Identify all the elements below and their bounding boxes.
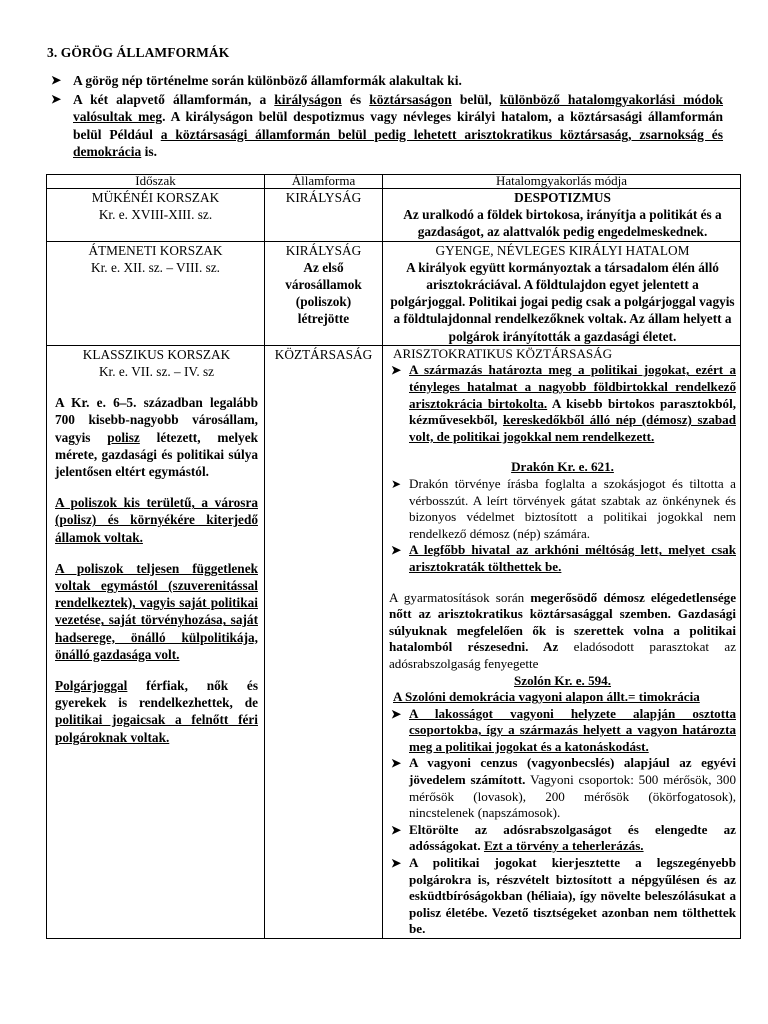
szolon-line: A Szolóni demokrácia vagyoni alapon állt.= timokrácia (393, 689, 700, 705)
mode-title: ARISZTOKRATIKUS KÖZTÁRSASÁG (393, 345, 613, 361)
period-name: MÜKÉNÉI KORSZAK (91, 190, 220, 205)
table-row (47, 241, 741, 345)
state-form: KÖZTÁRSASÁG (274, 346, 373, 362)
header-period: Időszak (47, 175, 265, 189)
list-item: ➤ A származás határozta meg a politikai jogokat, ezért a tényleges hatalmat a nagyobb földbirtokkal rendelkező arisztokrácia birtokolta. A kisebb birtokos parasztokból, kézművesekből, kereskedőkből álló nép (démosz) szabad volt, de politikai jogokkal nem rendelkezett. (391, 362, 737, 444)
intro-list (51, 72, 724, 162)
list-item: ➤ Eltörölte az adósrabszolgaságot és elengedte az adósságokat. Ezt a törvény a teherlerázás. (391, 821, 736, 854)
state-form: KIRÁLYSÁG (285, 190, 362, 205)
intro-bullet-1: ➤ A görög nép történelme során különböző államformák alakultak ki. (51, 73, 462, 88)
mode-title: GYENGE, NÉVLEGES KIRÁLYI HATALOM (435, 242, 690, 258)
arrow-bullet-icon: ➤ (51, 91, 62, 106)
period-name: ÁTMENETI KORSZAK (88, 242, 223, 258)
state-form-note: Az első városállamok (poliszok) létrejötte (285, 259, 362, 327)
table-row (47, 345, 741, 938)
list-item: ➤ A lakosságot vagyoni helyzete alapján osztotta csoportokba, így a származás helyett a vagyon határozta meg a politikai jogokat és a katonáskodást. (391, 705, 736, 754)
arrow-bullet-icon: ➤ (391, 856, 402, 871)
list-item: ➤ A politikai jogokat kierjesztette a legszegényebb polgárokra is, részvételt biztosított a népgyűlésen és az esküdtbíróságokban (héliaia), így növelte beleszólásukat a polisz életébe. Vezető tisztségeket azonban nem tölthettek be. (391, 855, 736, 937)
arrow-bullet-icon: ➤ (391, 543, 402, 558)
colonization-paragraph: A gyarmatosítások során megerősödő démosz elégedetlensége nőtt az arisztokratikus köztársasággal szemben. Gazdasági súlyuknak megfelelően ők is szerettek volna a politikai hatalomból részesedni. Az eladósodott parasztokat az adósrabszolgaság fenyegette (389, 589, 737, 671)
polis-paragraph-2: A poliszok kis területű, a városra (polisz) és környékére kiterjedő államok voltak. (55, 495, 258, 545)
mode-text: Az uralkodó a földek birtokosa, irányítja a politikát és a gazdaságot, az alattvalók pedig engedelmeskednek. (403, 207, 722, 240)
list-item: ➤ A vagyoni cenzus (vagyonbecslés) alapjául az egyévi jövedelem számított. Vagyoni csoportok: 500 mérősök, 300 mérősök (lovasok), 200 mérősök (ökörfogatosok), nincstelenek (napszámosok). (391, 755, 737, 821)
arrow-bullet-icon: ➤ (51, 73, 62, 87)
polis-paragraph-1: A Kr. e. 6–5. században legalább 700 kisebb-nagyobb városállam, vagyis polisz létezett, melyek mérete, gazdasági és politikai súlya jelentősen eltért egymástól. (55, 395, 258, 480)
polis-paragraph-3: A poliszok teljesen függetlenek voltak egymástól (szuverenitással rendelkeztek), vagyis saját politikai vezetése, saját törvényhozása, saját hadserege, önálló külpolitikája, önálló gazdasága volt. (55, 560, 258, 662)
header-mode: Hatalomgyakorlás módja (383, 175, 741, 189)
arrow-bullet-icon: ➤ (391, 363, 402, 378)
list-item: ➤ A legfőbb hivatal az arkhóni méltóság lett, melyet csak arisztokraták tölthettek be. (391, 542, 736, 574)
state-form: KIRÁLYSÁG (285, 242, 362, 258)
arrow-bullet-icon: ➤ (391, 756, 402, 771)
arrow-bullet-icon: ➤ (391, 822, 402, 837)
mode-title: DESPOTIZMUS (514, 190, 611, 205)
arrow-bullet-icon: ➤ (391, 476, 402, 491)
drakon-heading: Drakón Kr. e. 621. (511, 459, 614, 475)
szolon-heading: Szolón Kr. e. 594. (514, 672, 611, 688)
polis-paragraph-4: Polgárjoggal férfiak, nők és gyerekek is rendelkezhettek, de politikai jogaicsak a felnőtt féri polgároknak voltak. (55, 678, 258, 745)
table-row (47, 189, 741, 242)
arrow-bullet-icon: ➤ (391, 706, 402, 721)
intro-bullet-2: ➤ A két alapvető államformán, a királyságon és köztársaságon belül, különböző hatalomgyakorlási módok valósultak meg. A királyságon belül despotizmus vagy névleges királyi hatalom, a köztársasági államformán belül Például a köztársasági államformán belül pedig lehetett arisztokratikus köztársaság, zsarnokság és demokrácia is. (51, 91, 724, 159)
period-dates: Kr. e. XVIII-XIII. sz. (98, 207, 213, 223)
period-dates: Kr. e. XII. sz. – VIII. sz. (91, 259, 220, 275)
page-title: 3. GÖRÖG ÁLLAMFORMÁK (47, 45, 230, 60)
mode-text: A királyok együtt kormányoztak a társadalom élén álló arisztokráciával. A földtulajdon egyet jelentett a polgárjoggal. Politikai jogai pedig csak a polgárjoggal vagyis a földtulajdonnal rendelkezőknek voltak. Az állam helyett a polgárok irányították a gazdasági életet. (390, 259, 735, 344)
list-item: ➤ Drakón törvénye írásba foglalta a szokásjogot és tiltotta a vérbosszút. A leírt törvények gátat szabtak az önkénynek és bizonyos védelmet biztosított a politikai jogokkal nem rendelkező démosz (nép) számára. (391, 475, 736, 541)
table-header-row (47, 175, 741, 189)
header-form: Államforma (265, 175, 383, 189)
period-name: KLASSZIKUS KORSZAK (82, 346, 231, 362)
period-dates: Kr. e. VII. sz. – IV. sz (98, 364, 215, 380)
forms-table (46, 174, 741, 939)
